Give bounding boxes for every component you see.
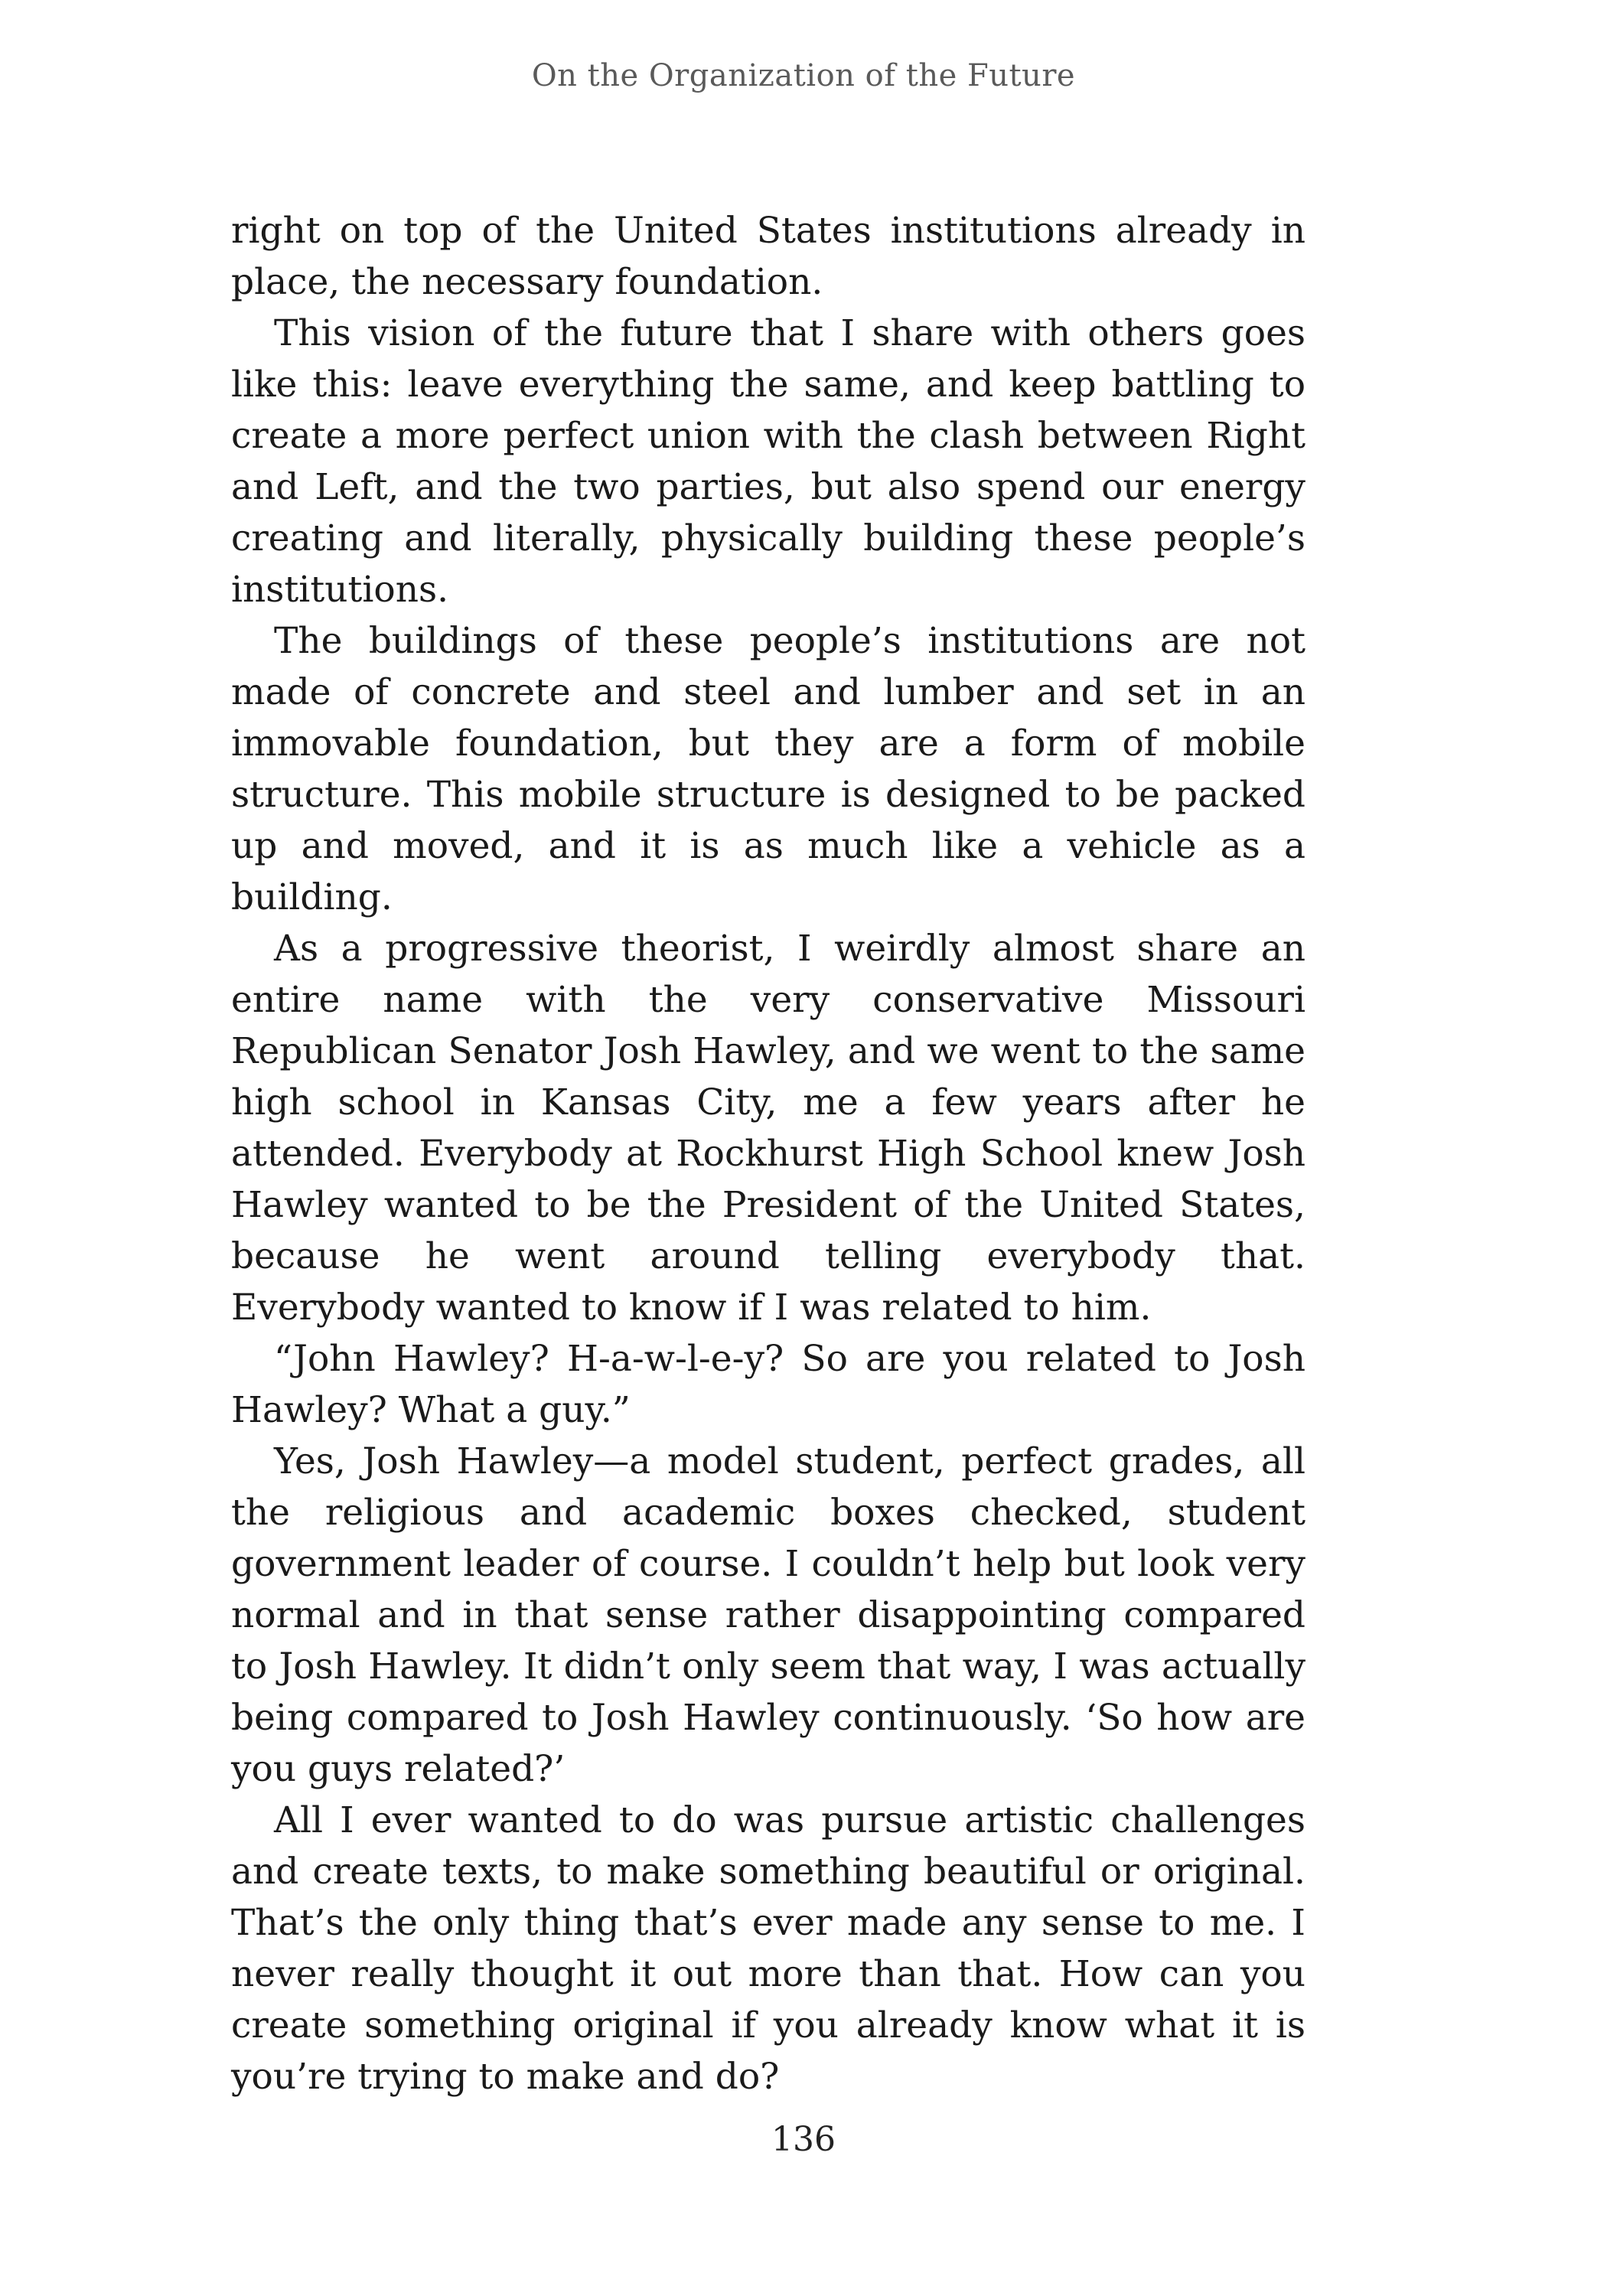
- running-head: On the Organization of the Future: [531, 58, 1076, 93]
- page-number: 136: [771, 2120, 836, 2159]
- body-text: [231, 205, 1305, 2102]
- paragraph: Yes, Josh Hawley—a model student, perfect grades, all the religious and academic boxes checked, student government leader of course. I couldn’t help but look very normal and in that sense rather disappointing compared to Josh Hawley. It didn’t only seem that way, I was actually being compared to Josh Hawley continuously. ‘So how are you guys related?’: [231, 1440, 1305, 1790]
- paragraph: All I ever wanted to do was pursue artistic challenges and create texts, to make something beautiful or original. That’s the only thing that’s ever made any sense to me. I never really thought it out more than that. How can you create something original if you already know what it is you’re trying to make and do?: [231, 1799, 1305, 2098]
- paragraph: The buildings of these people’s institutions are not made of concrete and steel and lumber and set in an immovable foundation, but they are a form of mobile structure. This mobile structure is designed to be packed up and moved, and it is as much like a vehicle as a building.: [231, 620, 1305, 918]
- paragraph: “John Hawley? H-a-w-l-e-y? So are you related to Josh Hawley? What a guy.”: [231, 1338, 1305, 1431]
- paragraph-continuation: right on top of the United States institutions already in place, the necessary foundation.: [231, 210, 1305, 303]
- paragraph: This vision of the future that I share with others goes like this: leave everything the same, and keep battling to create a more perfect union with the clash between Right and Left, and the two parties, but also spend our energy creating and literally, physically building these people’s institutions.: [231, 312, 1305, 611]
- paragraph: As a progressive theorist, I weirdly almost share an entire name with the very conservative Missouri Republican Senator Josh Hawley, and we went to the same high school in Kansas City, me a few years after he attended. Everybody at Rockhurst High School knew Josh Hawley wanted to be the President of the United States, because he went around telling everybody that. Everybody wanted to know if I was related to him.: [231, 928, 1305, 1329]
